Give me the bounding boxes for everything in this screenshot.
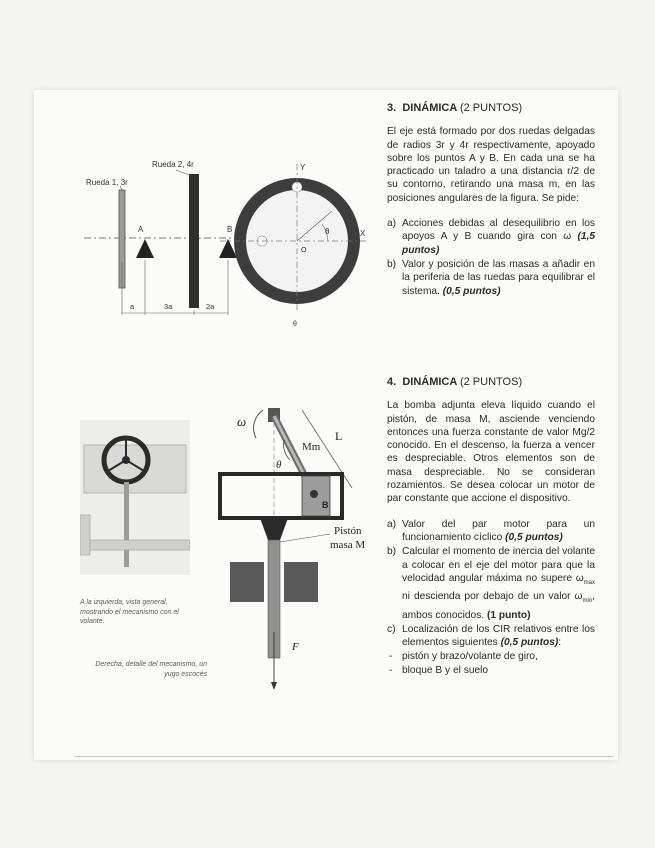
q4-item-c: c) Localización de los CIR relativos entre los elementos siguientes (0,5 puntos): xyxy=(387,623,595,649)
question-3 xyxy=(387,102,595,299)
dim-2a: 2a xyxy=(206,302,215,311)
caption-right: Derecha, detalle del mecanismo, un yugo escocés xyxy=(95,661,207,678)
q4-dash-2: - bloque B y el suelo xyxy=(387,664,595,677)
q3-item-b: b) Valor y posición de las masas a añadir en la periferia de las ruedas para equilibrar el sistema. (0,5 puntos) xyxy=(387,258,595,297)
q4-dash-list xyxy=(387,650,595,677)
caption-left: A la izquierda, vista general, mostrando el mecanismo con el volante. xyxy=(80,599,179,625)
q3-items xyxy=(387,217,595,298)
q4-body: La bomba adjunta eleva líquido cuando el pistón, de masa M, asciende venciendo entonces una fuerza constante de valor Mg/2 conocido. En el descenso, la fuerza a vencer es despreciable. Otros elementos son de masa despreciable. No se consideran rozamientos. Se desea colocar un motor de par constante que accione el dispositivo. xyxy=(387,400,595,505)
label-rueda-2: Rueda 2, 4r xyxy=(152,160,194,169)
label-F: F xyxy=(292,641,299,653)
pipe-left xyxy=(80,515,90,555)
crank-pin xyxy=(310,490,318,498)
label-omega: ω xyxy=(237,414,247,429)
label-theta: θ xyxy=(325,227,330,236)
support-A xyxy=(136,239,154,258)
pump-rod xyxy=(124,482,129,567)
label-rueda-1: Rueda 1, 3r xyxy=(86,178,128,187)
label-theta: θ xyxy=(276,459,282,471)
piston-stem-top xyxy=(260,518,288,540)
label-B: B xyxy=(322,500,329,510)
q4-items xyxy=(387,518,595,650)
label-B: B xyxy=(227,225,233,234)
q4-photo-general-view xyxy=(80,420,190,575)
label-X: X xyxy=(360,229,366,238)
label-piston: Pistón xyxy=(334,525,362,537)
label-piston-mass: masa M xyxy=(330,539,366,551)
q3-figure xyxy=(80,150,380,335)
label-theta-bottom: θ xyxy=(293,321,297,328)
q3-item-a: a) Acciones debidas al desequilibrio en los apoyos A y B cuando gira con ω (1,5 puntos) xyxy=(387,218,595,256)
cylinder-left xyxy=(230,562,264,602)
question-4 xyxy=(387,376,595,677)
dim-3a: 3a xyxy=(164,302,173,311)
bottom-rule xyxy=(74,756,614,757)
q4-dash-1: - pistón y brazo/volante de giro, xyxy=(387,650,595,663)
label-A: A xyxy=(138,225,144,234)
force-arrowhead xyxy=(271,682,277,690)
label-Mm: Mm xyxy=(302,441,321,453)
q4-scotch-yoke-figure xyxy=(210,402,380,697)
label-O: O xyxy=(301,247,307,254)
q3-body: El eje está formado por dos ruedas delgadas de radios 3r y 4r respectivamente, apoyado sobre los puntos A y B. En cada una se ha practicado un taladro a una distancia r/2 de su contorno, retirando una masa m, en las posiciones angulares de la figura. Se pide: xyxy=(387,126,595,204)
pipe-horizontal xyxy=(80,540,190,550)
omega-arrow xyxy=(254,410,263,438)
label-Y: Y xyxy=(300,163,306,172)
q4-title: 4. DINÁMICA (2 PUNTOS) xyxy=(387,376,523,388)
q4-item-b: b) Calcular el momento de inercia del volante a colocar en el eje del motor para que la velocidad angular máxima no supere $\omega_{max}$ ni descienda por debajo de un valor $\omega_{min}$, ambos conocidos. (1 punto) xyxy=(387,546,595,621)
dim-a: a xyxy=(130,302,135,311)
piston-leader xyxy=(280,534,330,542)
q3-title: 3. DINÁMICA (2 PUNTOS) xyxy=(387,102,523,114)
cylinder-right xyxy=(284,562,318,602)
wheel-2 xyxy=(189,174,199,308)
wall-panel xyxy=(84,445,186,493)
photo-background xyxy=(80,420,190,575)
q4-item-a: a) Valor del par motor para un funcionamiento cíclico (0,5 puntos) xyxy=(387,518,595,543)
label-L: L xyxy=(335,429,343,443)
wheel-2-leader xyxy=(176,170,192,176)
